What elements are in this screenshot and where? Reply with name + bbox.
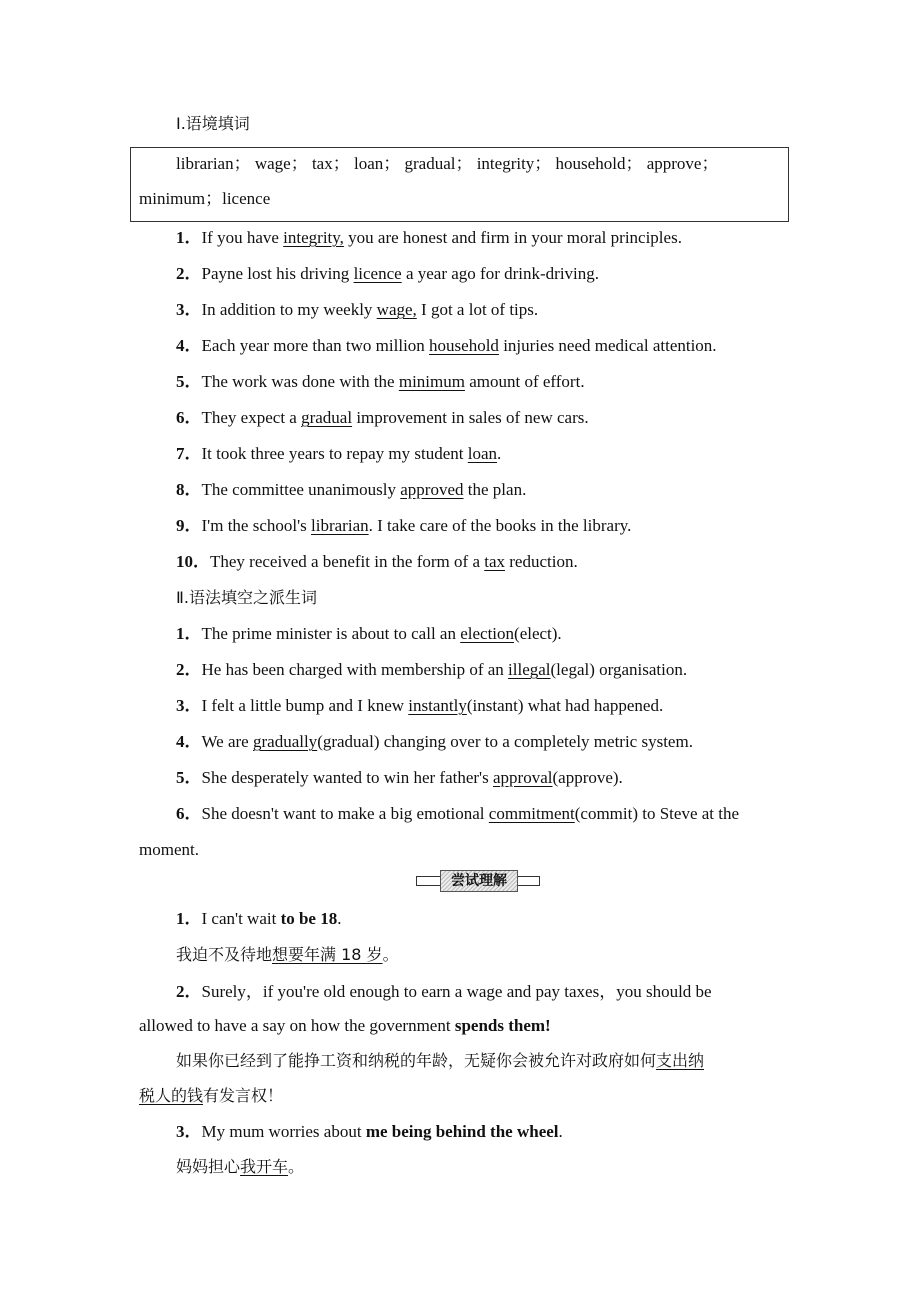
item-text: the plan. bbox=[463, 480, 527, 499]
item-text: She doesn't want to make a big emotional bbox=[201, 804, 489, 823]
exercise-1-item-9 bbox=[176, 514, 786, 538]
item-text: you are honest and firm in your moral principles. bbox=[343, 228, 682, 247]
item-number: 2． bbox=[176, 660, 202, 679]
item-text: (legal) organisation. bbox=[550, 660, 688, 679]
item-answer: household bbox=[429, 336, 499, 355]
item-text: a year ago for drink-driving. bbox=[401, 264, 600, 283]
translation-text: 。 bbox=[288, 1157, 305, 1176]
item-number: 5． bbox=[176, 372, 202, 391]
item-bold-phrase: me being behind the wheel bbox=[365, 1122, 559, 1141]
item-answer: election bbox=[460, 624, 515, 643]
item-text: We are bbox=[201, 732, 253, 751]
item-text: It took three years to repay my student bbox=[201, 444, 468, 463]
item-answer: wage, bbox=[376, 300, 417, 319]
item-text: allowed to have a say on how the government bbox=[139, 1016, 455, 1035]
translation-answer: 想要年满 18 岁 bbox=[272, 945, 383, 964]
item-text: Surely，if you're old enough to earn a wage and pay taxes，you should be bbox=[201, 982, 712, 1001]
exercise-2-item-4 bbox=[176, 730, 786, 754]
item-number: 3． bbox=[176, 696, 202, 715]
sentence-2-translation-line-1 bbox=[176, 1049, 786, 1073]
item-answer: loan bbox=[467, 444, 498, 463]
item-number: 3． bbox=[176, 1122, 202, 1141]
item-number: 1． bbox=[176, 228, 202, 247]
badge-label: 尝试理解 bbox=[440, 870, 518, 892]
word-bank-line-2: minimum；licence bbox=[139, 189, 271, 208]
item-answer: gradual bbox=[301, 408, 353, 427]
exercise-2-item-3 bbox=[176, 694, 786, 718]
item-text: They received a benefit in the form of a bbox=[210, 552, 485, 571]
item-text: (gradual) changing over to a completely metric system. bbox=[317, 732, 693, 751]
sentence-2-line-1 bbox=[176, 980, 786, 1004]
item-answer: integrity, bbox=[283, 228, 344, 247]
translation-text: 有发言权！ bbox=[203, 1086, 284, 1105]
exercise-1-item-3 bbox=[176, 298, 786, 322]
item-text: He has been charged with membership of an bbox=[201, 660, 509, 679]
exercise-1-item-2 bbox=[176, 262, 786, 286]
item-text: I'm the school's bbox=[201, 516, 312, 535]
item-number: 5． bbox=[176, 768, 202, 787]
item-text: . I take care of the books in the library. bbox=[368, 516, 632, 535]
item-text: improvement in sales of new cars. bbox=[352, 408, 589, 427]
item-text: . bbox=[558, 1122, 563, 1141]
item-text: I can't wait bbox=[201, 909, 281, 928]
item-answer: commitment bbox=[488, 804, 575, 823]
item-text: They expect a bbox=[201, 408, 302, 427]
item-text: reduction. bbox=[505, 552, 578, 571]
sentence-3-translation bbox=[176, 1155, 786, 1179]
exercise-2-item-5 bbox=[176, 766, 786, 790]
item-number: 9． bbox=[176, 516, 202, 535]
exercise-2-item-2 bbox=[176, 658, 786, 682]
item-text: I got a lot of tips. bbox=[416, 300, 539, 319]
item-text: The committee unanimously bbox=[201, 480, 401, 499]
item-text: (instant) what had happened. bbox=[466, 696, 664, 715]
item-bold-phrase: to be 18 bbox=[280, 909, 338, 928]
try-understand-badge bbox=[416, 869, 540, 893]
item-number: 6． bbox=[176, 804, 202, 823]
translation-answer: 税人的钱 bbox=[139, 1086, 204, 1105]
item-number: 1． bbox=[176, 909, 202, 928]
item-text: amount of effort. bbox=[464, 372, 585, 391]
translation-text: 如果你已经到了能挣工资和纳税的年龄，无疑你会被允许对政府如何 bbox=[176, 1051, 657, 1070]
item-text: I felt a little bump and I knew bbox=[201, 696, 409, 715]
item-bold-phrase: spends them! bbox=[454, 1016, 551, 1035]
item-text: (approve). bbox=[552, 768, 623, 787]
translation-answer: 支出纳 bbox=[656, 1051, 705, 1070]
exercise-1-item-7 bbox=[176, 442, 786, 466]
item-text: In addition to my weekly bbox=[201, 300, 377, 319]
translation-text: 妈妈担心 bbox=[176, 1157, 241, 1176]
translation-text: 。 bbox=[382, 945, 399, 964]
word-bank-box bbox=[130, 147, 789, 222]
item-answer: librarian bbox=[311, 516, 369, 535]
item-text: Payne lost his driving bbox=[201, 264, 354, 283]
exercise-2-item-6-continuation: moment. bbox=[139, 840, 199, 859]
item-number: 4． bbox=[176, 732, 202, 751]
item-text: If you have bbox=[201, 228, 284, 247]
item-text: My mum worries about bbox=[201, 1122, 366, 1141]
exercise-2-item-1 bbox=[176, 622, 786, 646]
item-number: 2． bbox=[176, 982, 202, 1001]
item-number: 7． bbox=[176, 444, 202, 463]
item-text: She desperately wanted to win her father's bbox=[201, 768, 493, 787]
sentence-1-translation bbox=[176, 943, 786, 967]
exercise-1-item-6 bbox=[176, 406, 786, 430]
sentence-2-line-2 bbox=[139, 1014, 784, 1038]
exercise-1-item-10 bbox=[176, 550, 786, 574]
item-text: (commit) to Steve at the bbox=[574, 804, 740, 823]
item-number: 2． bbox=[176, 264, 202, 283]
translation-answer: 我开车 bbox=[240, 1157, 289, 1176]
item-number: 8． bbox=[176, 480, 202, 499]
item-answer: instantly bbox=[408, 696, 467, 715]
item-answer: tax bbox=[484, 552, 506, 571]
item-answer: licence bbox=[353, 264, 402, 283]
item-text: . bbox=[337, 909, 342, 928]
item-text: (elect). bbox=[514, 624, 562, 643]
exercise-1-item-5 bbox=[176, 370, 786, 394]
translation-text: 我迫不及待地 bbox=[176, 945, 273, 964]
word-bank-line-1: librarian； wage； tax； loan； gradual； integrity； household； approve； bbox=[176, 154, 719, 173]
section-2-heading: Ⅱ.语法填空之派生词 bbox=[176, 588, 317, 607]
item-number: 1． bbox=[176, 624, 202, 643]
exercise-1-item-1 bbox=[176, 226, 786, 250]
item-text: The work was done with the bbox=[201, 372, 399, 391]
exercise-2-item-6 bbox=[176, 802, 786, 826]
item-number: 6． bbox=[176, 408, 202, 427]
item-text: Each year more than two million bbox=[201, 336, 430, 355]
item-number: 3． bbox=[176, 300, 202, 319]
item-answer: gradually bbox=[252, 732, 318, 751]
sentence-1 bbox=[176, 907, 786, 931]
item-answer: illegal bbox=[508, 660, 551, 679]
item-answer: minimum bbox=[398, 372, 465, 391]
sentence-2-translation-line-2 bbox=[139, 1084, 784, 1108]
item-number: 10． bbox=[176, 552, 210, 571]
item-answer: approval bbox=[493, 768, 553, 787]
exercise-1-item-8 bbox=[176, 478, 786, 502]
sentence-3 bbox=[176, 1120, 786, 1144]
item-text: injuries need medical attention. bbox=[498, 336, 717, 355]
item-text: The prime minister is about to call an bbox=[201, 624, 461, 643]
item-answer: approved bbox=[400, 480, 464, 499]
section-1-heading: Ⅰ.语境填词 bbox=[176, 114, 250, 133]
item-number: 4． bbox=[176, 336, 202, 355]
item-text: . bbox=[497, 444, 502, 463]
exercise-1-item-4 bbox=[176, 334, 786, 358]
